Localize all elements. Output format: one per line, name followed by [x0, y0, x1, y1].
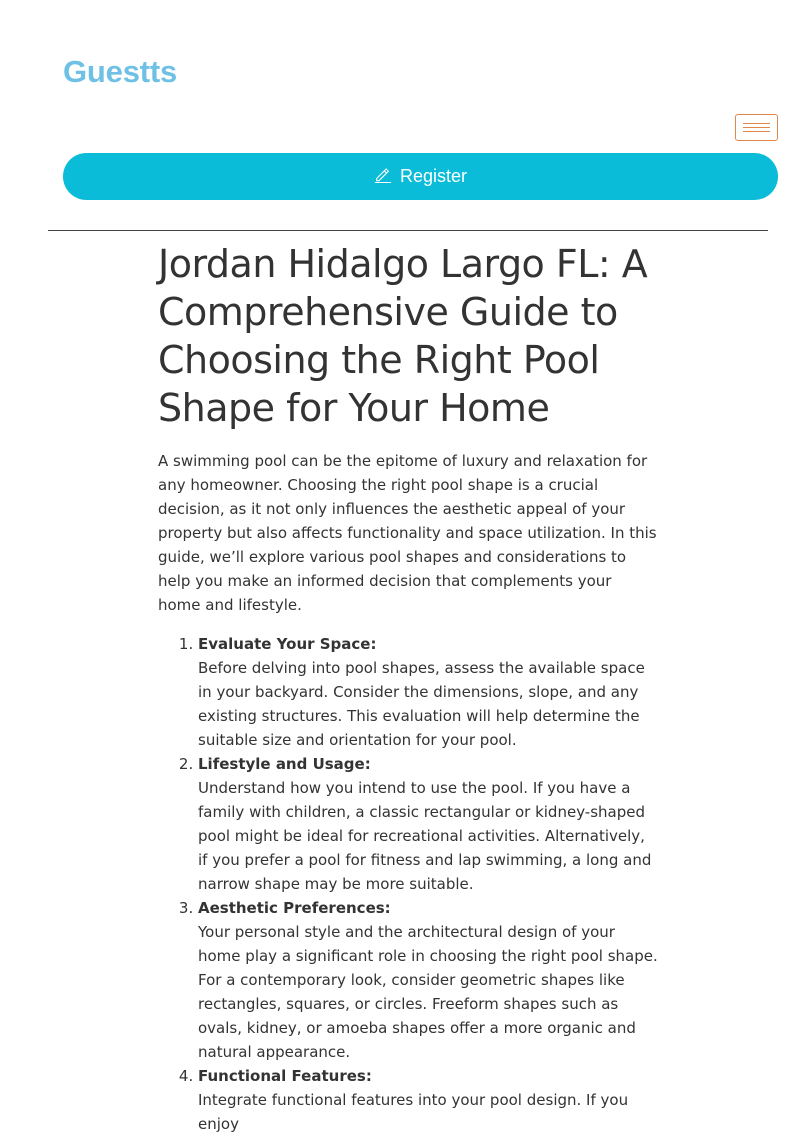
menu-bar [743, 131, 770, 132]
register-button[interactable] [63, 153, 778, 200]
list-item [198, 632, 658, 752]
page-title: Jordan Hidalgo Largo FL: A Comprehensive Guide to Choosing the Right Pool Shape for Your Home [158, 242, 648, 430]
step-title: 1. Evaluate Your Space: [198, 635, 377, 653]
site-logo[interactable]: Guestts [63, 54, 178, 89]
list-item [198, 896, 658, 1064]
step-body: Understand how you intend to use the pool. If you have a family with children, a classic rectangular or kidney-shaped pool might be ideal for recreational activities. Alternatively, if you prefer a pool for fitness and lap swimming, a long and narrow shape may be more suitable. [198, 779, 652, 893]
article [158, 240, 668, 1136]
menu-bar [743, 127, 770, 128]
step-body: Before delving into pool shapes, assess the available space in your backyard. Consider the dimensions, slope, and any existing structures. This evaluation will help determine the suitable size and orientation for your pool. [198, 659, 645, 749]
step-title: 4. Functional Features: [198, 1067, 372, 1085]
steps-list [158, 632, 658, 1136]
step-body: Your personal style and the architectural design of your home play a significant role in choosing the right pool shape. For a contemporary look, consider geometric shapes like rectangles, squares, or circles. Freeform shapes such as ovals, kidney, or amoeba shapes offer a more organic and natural appearance. [198, 923, 658, 1061]
step-title: 3. Aesthetic Preferences: [198, 899, 391, 917]
register-label: Register [399, 166, 468, 186]
hamburger-menu-icon[interactable] [735, 114, 778, 141]
menu-bar [743, 123, 770, 124]
list-item [198, 1064, 658, 1136]
step-title: 2. Lifestyle and Usage: [198, 755, 371, 773]
step-body: Integrate functional features into your pool design. If you enjoy [198, 1091, 629, 1133]
pencil-icon [374, 165, 392, 188]
list-item [198, 752, 658, 896]
intro-paragraph: A swimming pool can be the epitome of luxury and relaxation for any homeowner. Choosing the right pool shape is a crucial decision, as it not only influences the aesthetic appeal of your property but also affects functionality and space utilization. In this guide, we’ll explore various pool shapes and considerations to help you make an informed decision that complements your home and lifestyle. [158, 452, 657, 614]
site-header [48, 0, 768, 231]
